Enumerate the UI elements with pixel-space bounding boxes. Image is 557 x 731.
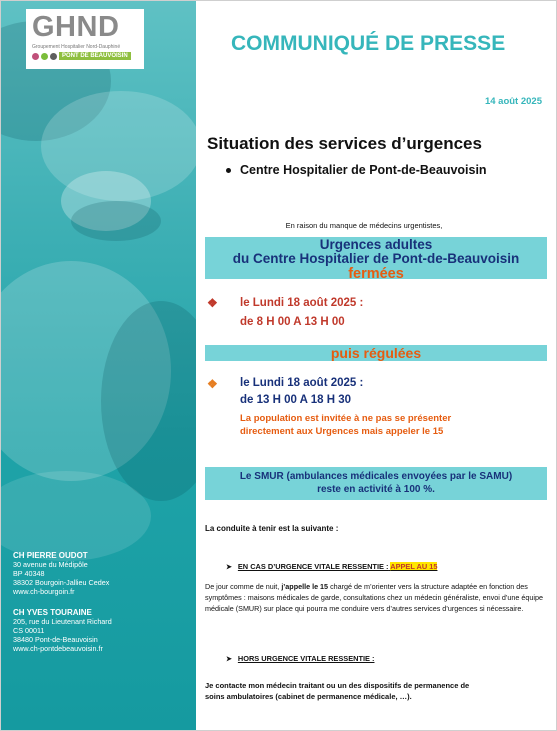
intro-text: En raison du manque de médecins urgentistes, [285,221,443,230]
logo-site-label: PONT DE BEAUVOISIN [59,52,131,60]
notice-line: directement aux Urgences mais appeler le 15 [240,426,444,437]
address-name: CH YVES TOURAINE [13,608,92,617]
diamond-bullet-icon: ❖ [207,377,218,391]
non-emergency-line-2: soins ambulatoires (cabinet de permanence médicale, …). [205,692,412,701]
sidebar-photo-banner [1,1,196,730]
non-emergency-line-1: Je contacte mon médecin traitant ou un des dispositifs de permanence de [205,681,470,690]
emergency-paragraph [205,581,547,614]
population-notice [240,412,540,438]
ghnd-logo [26,9,144,69]
logo-site-row [32,52,138,60]
emergency-line [226,562,437,571]
logo-mark: GHND [32,11,120,43]
schedule-hours: de 8 H 00 A 13 H 00 [240,316,345,328]
arrow-bullet-icon: ➤ [226,656,232,663]
schedule-hours: de 13 H 00 A 18 H 30 [240,394,352,406]
non-emergency-label: HORS URGENCE VITALE RESSENTIE : [237,654,375,663]
address-line: 205, rue du Lieutenant Richard [13,617,112,626]
page-title: COMMUNIQUÉ DE PRESSE [231,32,506,55]
regulated-label: puis régulées [330,345,422,361]
para-prefix: De jour comme de nuit, [205,582,280,591]
non-emergency-paragraph [205,680,547,702]
address-line: 38480 Pont-de-Beauvoisin [13,635,98,644]
address-name: CH PIERRE OUDOT [13,551,88,560]
bullet-icon [226,168,231,173]
smur-line: Le SMUR (ambulances médicales envoyées par le SAMU) [239,471,513,482]
address-line: 38302 Bourgoin-Jallieu Cedex [13,578,110,587]
closure-box-title [196,238,556,266]
diamond-bullet-icon: ❖ [207,296,218,310]
site-name: Centre Hospitalier de Pont-de-Beauvoisin [240,163,487,177]
closed-label: fermées [348,266,404,282]
para-bold: j’appelle le 15 [281,582,329,591]
site-bullet-line [226,163,487,177]
address-block-oudot [13,551,109,596]
section-heading: Situation des services d’urgences [207,134,482,153]
address-line: www.ch-bourgoin.fr [13,587,75,596]
non-emergency-line [226,654,374,663]
address-line: BP 40348 [13,569,45,578]
logo-dot-icon [32,53,39,60]
schedule-day: le Lundi 18 août 2025 : [240,297,364,309]
closure-schedule [240,294,363,332]
regulated-schedule [240,375,363,409]
emergency-action: APPEL AU 15 [390,562,438,571]
para-rest: chargé de m’orienter vers la structure adaptée en fonction des symptômes : maisons médicales de garde, consultations chez un médecin généraliste, envoi d’une équipe médicale (SMUR) sur place qui pourra me conduire vers d’autres services d’urgences si nécessaire. [205,582,544,613]
address-line: www.ch-pontdebeauvoisin.fr [13,644,103,653]
conduct-heading: La conduite à tenir est la suivante : [205,524,339,533]
smur-notice [196,470,556,496]
release-date: 14 août 2025 [484,96,542,107]
logo-dot-icon [50,53,57,60]
closure-title-line: Urgences adultes [319,237,433,252]
photo-shade [71,201,161,241]
address-line: 30 avenue du Médipôle [13,560,88,569]
closure-title-line: du Centre Hospitalier de Pont-de-Beauvoisin [232,251,520,266]
logo-dot-icon [41,53,48,60]
emergency-label: EN CAS D’URGENCE VITALE RESSENTIE : [237,562,389,571]
address-block-touraine [13,608,112,653]
smur-line: reste en activité à 100 %. [317,484,435,495]
schedule-day: le Lundi 18 août 2025 : [240,377,364,389]
notice-line: La population est invitée à ne pas se présenter [240,413,452,424]
press-release-body [196,0,556,731]
logo-subtitle: Groupement Hospitalier Nord-Dauphiné [32,44,121,50]
address-line: CS 00011 [13,626,45,635]
arrow-bullet-icon: ➤ [226,564,232,571]
